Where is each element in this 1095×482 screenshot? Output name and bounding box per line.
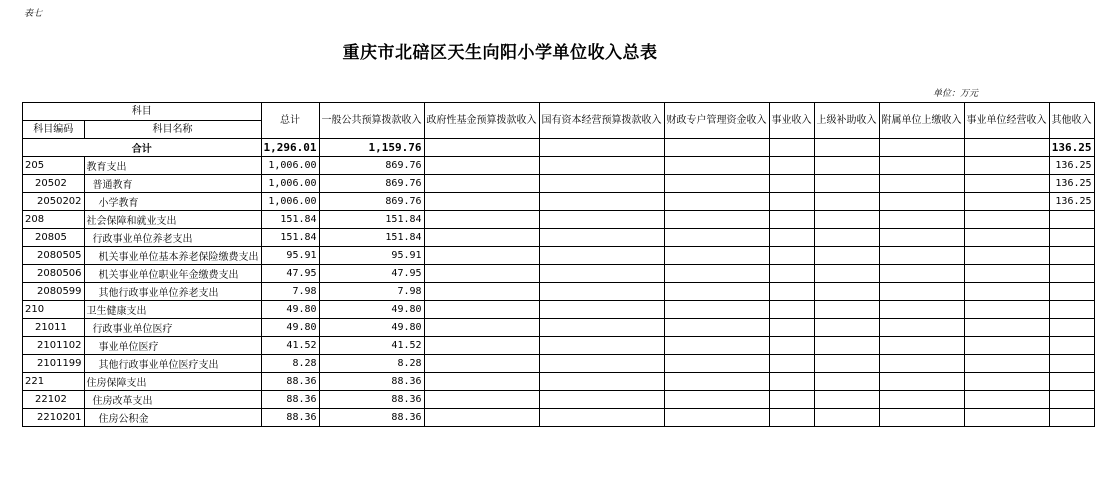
row-value-cell — [964, 229, 1049, 247]
row-value-cell: 151.84 — [319, 211, 424, 229]
row-value-cell — [1049, 247, 1094, 265]
table-number: 表七 — [24, 9, 43, 19]
row-code: 20502 — [23, 175, 85, 193]
row-value-cell — [769, 247, 814, 265]
row-code: 22102 — [23, 391, 85, 409]
row-value-cell — [769, 391, 814, 409]
total-cell: 1,296.01 — [261, 139, 319, 157]
row-name: 卫生健康支出 — [84, 301, 261, 319]
total-cell — [814, 139, 879, 157]
row-value-cell — [424, 301, 539, 319]
row-value-cell — [964, 319, 1049, 337]
row-value-cell: 49.80 — [319, 301, 424, 319]
row-value-cell — [814, 319, 879, 337]
row-value-cell — [879, 229, 964, 247]
row-value-cell — [1049, 355, 1094, 373]
row-name: 机关事业单位职业年金缴费支出 — [84, 265, 261, 283]
header-kemu: 科目 — [23, 103, 262, 121]
row-code: 210 — [23, 301, 85, 319]
row-value-cell — [964, 157, 1049, 175]
row-value-cell — [1049, 283, 1094, 301]
table-row — [23, 193, 1095, 211]
row-value-cell — [814, 373, 879, 391]
row-value-cell — [814, 193, 879, 211]
row-value-cell — [424, 229, 539, 247]
row-value-cell — [964, 175, 1049, 193]
row-value-cell — [664, 157, 769, 175]
row-name: 事业单位医疗 — [84, 337, 261, 355]
row-value-cell — [539, 247, 664, 265]
row-value-cell — [539, 265, 664, 283]
row-code: 2210201 — [23, 409, 85, 427]
row-value-cell — [769, 265, 814, 283]
row-value-cell — [964, 337, 1049, 355]
row-value-cell — [814, 283, 879, 301]
row-value-cell — [814, 301, 879, 319]
row-value-cell — [664, 391, 769, 409]
row-value-cell — [1049, 373, 1094, 391]
row-value-cell — [664, 193, 769, 211]
row-value-cell — [424, 175, 539, 193]
row-value-cell — [539, 391, 664, 409]
row-value-cell — [814, 211, 879, 229]
row-name: 住房改革支出 — [84, 391, 261, 409]
row-value-cell — [879, 265, 964, 283]
row-code: 20805 — [23, 229, 85, 247]
total-cell — [424, 139, 539, 157]
header-general-budget: 一般公共预算拨款收入 — [319, 103, 424, 139]
header-name: 科目名称 — [84, 121, 261, 139]
header-superior-subsidy: 上级补助收入 — [814, 103, 879, 139]
row-code: 2101199 — [23, 355, 85, 373]
row-value-cell: 88.36 — [261, 373, 319, 391]
row-value-cell — [879, 193, 964, 211]
row-value-cell: 88.36 — [319, 373, 424, 391]
table-row — [23, 355, 1095, 373]
row-value-cell: 8.28 — [319, 355, 424, 373]
row-value-cell — [964, 391, 1049, 409]
row-value-cell — [1049, 319, 1094, 337]
row-value-cell — [1049, 409, 1094, 427]
row-value-cell: 1,006.00 — [261, 193, 319, 211]
table-row — [23, 283, 1095, 301]
row-value-cell — [424, 337, 539, 355]
row-value-cell — [879, 283, 964, 301]
header-fiscal-account: 财政专户管理资金收入 — [664, 103, 769, 139]
row-code: 2080599 — [23, 283, 85, 301]
table-row — [23, 229, 1095, 247]
row-name: 行政事业单位医疗 — [84, 319, 261, 337]
row-value-cell: 47.95 — [319, 265, 424, 283]
row-value-cell — [424, 193, 539, 211]
row-name: 其他行政事业单位医疗支出 — [84, 355, 261, 373]
header-operating-income: 事业单位经营收入 — [964, 103, 1049, 139]
row-value-cell — [879, 355, 964, 373]
total-cell: 136.25 — [1049, 139, 1094, 157]
total-cell — [964, 139, 1049, 157]
table-row — [23, 337, 1095, 355]
row-value-cell — [879, 211, 964, 229]
row-value-cell: 151.84 — [261, 229, 319, 247]
row-value-cell: 41.52 — [261, 337, 319, 355]
row-name: 社会保障和就业支出 — [84, 211, 261, 229]
row-value-cell — [964, 373, 1049, 391]
row-value-cell — [814, 391, 879, 409]
row-value-cell — [539, 283, 664, 301]
row-value-cell — [539, 175, 664, 193]
row-value-cell — [964, 283, 1049, 301]
row-name: 住房公积金 — [84, 409, 261, 427]
row-value-cell — [879, 409, 964, 427]
page-title: 重庆市北碚区天生向阳小学单位收入总表 — [342, 43, 658, 63]
row-value-cell: 88.36 — [319, 409, 424, 427]
row-name: 小学教育 — [84, 193, 261, 211]
row-value-cell — [769, 175, 814, 193]
row-value-cell — [664, 319, 769, 337]
row-code: 2101102 — [23, 337, 85, 355]
row-code: 221 — [23, 373, 85, 391]
total-row — [23, 139, 1095, 157]
row-value-cell — [539, 319, 664, 337]
row-value-cell — [964, 409, 1049, 427]
row-value-cell: 88.36 — [261, 391, 319, 409]
row-value-cell — [664, 211, 769, 229]
row-value-cell: 95.91 — [261, 247, 319, 265]
total-cell — [539, 139, 664, 157]
row-value-cell — [964, 265, 1049, 283]
row-value-cell: 47.95 — [261, 265, 319, 283]
row-value-cell: 88.36 — [319, 391, 424, 409]
row-value-cell — [664, 409, 769, 427]
table-row — [23, 301, 1095, 319]
total-cell: 1,159.76 — [319, 139, 424, 157]
row-value-cell — [814, 157, 879, 175]
row-value-cell — [424, 247, 539, 265]
row-value-cell — [879, 301, 964, 319]
income-summary-table — [22, 102, 1095, 427]
row-value-cell — [814, 229, 879, 247]
row-value-cell — [879, 391, 964, 409]
row-value-cell — [964, 211, 1049, 229]
row-value-cell — [769, 409, 814, 427]
row-value-cell — [664, 301, 769, 319]
row-code: 2080505 — [23, 247, 85, 265]
table-row — [23, 265, 1095, 283]
row-value-cell — [424, 319, 539, 337]
row-value-cell — [424, 355, 539, 373]
row-value-cell: 8.28 — [261, 355, 319, 373]
table-row — [23, 391, 1095, 409]
row-value-cell: 95.91 — [319, 247, 424, 265]
row-value-cell — [664, 247, 769, 265]
row-code: 205 — [23, 157, 85, 175]
row-name: 普通教育 — [84, 175, 261, 193]
row-value-cell: 49.80 — [261, 319, 319, 337]
row-name: 教育支出 — [84, 157, 261, 175]
header-other-income: 其他收入 — [1049, 103, 1094, 139]
row-value-cell — [664, 265, 769, 283]
table-row — [23, 373, 1095, 391]
row-code: 208 — [23, 211, 85, 229]
row-name: 其他行政事业单位养老支出 — [84, 283, 261, 301]
row-code: 2050202 — [23, 193, 85, 211]
row-value-cell — [964, 193, 1049, 211]
table-row — [23, 319, 1095, 337]
table-row — [23, 211, 1095, 229]
row-value-cell — [424, 283, 539, 301]
row-value-cell — [424, 211, 539, 229]
row-value-cell — [1049, 229, 1094, 247]
row-value-cell — [879, 337, 964, 355]
row-value-cell — [1049, 337, 1094, 355]
row-value-cell — [879, 319, 964, 337]
row-value-cell — [539, 229, 664, 247]
row-value-cell — [539, 157, 664, 175]
row-value-cell: 49.80 — [319, 319, 424, 337]
table-row — [23, 247, 1095, 265]
row-name: 行政事业单位养老支出 — [84, 229, 261, 247]
row-value-cell: 869.76 — [319, 193, 424, 211]
row-value-cell: 49.80 — [261, 301, 319, 319]
row-value-cell — [1049, 301, 1094, 319]
row-value-cell — [1049, 211, 1094, 229]
header-affiliate-payment: 附属单位上缴收入 — [879, 103, 964, 139]
unit-label: 单位：万元 — [932, 89, 978, 99]
row-code: 21011 — [23, 319, 85, 337]
row-value-cell: 136.25 — [1049, 193, 1094, 211]
row-value-cell — [769, 319, 814, 337]
row-value-cell — [814, 409, 879, 427]
header-gov-fund: 政府性基金预算拨款收入 — [424, 103, 539, 139]
row-value-cell — [769, 355, 814, 373]
row-value-cell: 1,006.00 — [261, 175, 319, 193]
row-value-cell: 869.76 — [319, 175, 424, 193]
table-row — [23, 175, 1095, 193]
row-value-cell — [424, 265, 539, 283]
row-value-cell — [879, 175, 964, 193]
row-value-cell — [539, 193, 664, 211]
row-value-cell — [664, 373, 769, 391]
row-value-cell — [769, 373, 814, 391]
row-value-cell — [769, 229, 814, 247]
row-value-cell — [814, 265, 879, 283]
row-value-cell — [539, 373, 664, 391]
row-value-cell — [424, 409, 539, 427]
row-value-cell — [769, 211, 814, 229]
row-value-cell — [664, 229, 769, 247]
row-value-cell — [814, 247, 879, 265]
row-value-cell — [664, 283, 769, 301]
row-value-cell — [664, 175, 769, 193]
row-value-cell — [539, 355, 664, 373]
row-value-cell — [879, 247, 964, 265]
row-value-cell — [769, 337, 814, 355]
header-code: 科目编码 — [23, 121, 85, 139]
row-value-cell — [769, 193, 814, 211]
row-value-cell: 41.52 — [319, 337, 424, 355]
row-value-cell: 1,006.00 — [261, 157, 319, 175]
total-label: 合计 — [23, 139, 262, 157]
row-value-cell — [539, 409, 664, 427]
header-business-income: 事业收入 — [769, 103, 814, 139]
row-value-cell: 151.84 — [319, 229, 424, 247]
row-value-cell — [879, 157, 964, 175]
row-value-cell — [879, 373, 964, 391]
row-value-cell — [539, 337, 664, 355]
row-value-cell — [1049, 391, 1094, 409]
row-value-cell — [769, 301, 814, 319]
row-value-cell — [964, 247, 1049, 265]
row-value-cell — [964, 355, 1049, 373]
row-value-cell: 7.98 — [261, 283, 319, 301]
row-value-cell: 869.76 — [319, 157, 424, 175]
row-value-cell: 151.84 — [261, 211, 319, 229]
total-cell — [879, 139, 964, 157]
header-state-capital: 国有资本经营预算拨款收入 — [539, 103, 664, 139]
row-value-cell — [1049, 265, 1094, 283]
row-name: 机关事业单位基本养老保险缴费支出 — [84, 247, 261, 265]
row-name: 住房保障支出 — [84, 373, 261, 391]
row-value-cell — [814, 337, 879, 355]
total-cell — [664, 139, 769, 157]
table-row — [23, 157, 1095, 175]
row-value-cell — [424, 373, 539, 391]
row-code: 2080506 — [23, 265, 85, 283]
row-value-cell — [664, 337, 769, 355]
row-value-cell — [814, 355, 879, 373]
row-value-cell: 136.25 — [1049, 175, 1094, 193]
row-value-cell — [539, 301, 664, 319]
row-value-cell: 136.25 — [1049, 157, 1094, 175]
total-cell — [769, 139, 814, 157]
row-value-cell: 88.36 — [261, 409, 319, 427]
row-value-cell — [769, 283, 814, 301]
header-total: 总计 — [261, 103, 319, 139]
row-value-cell: 7.98 — [319, 283, 424, 301]
row-value-cell — [814, 175, 879, 193]
row-value-cell — [664, 355, 769, 373]
table-row — [23, 409, 1095, 427]
row-value-cell — [424, 391, 539, 409]
row-value-cell — [539, 211, 664, 229]
row-value-cell — [769, 157, 814, 175]
row-value-cell — [964, 301, 1049, 319]
row-value-cell — [424, 157, 539, 175]
